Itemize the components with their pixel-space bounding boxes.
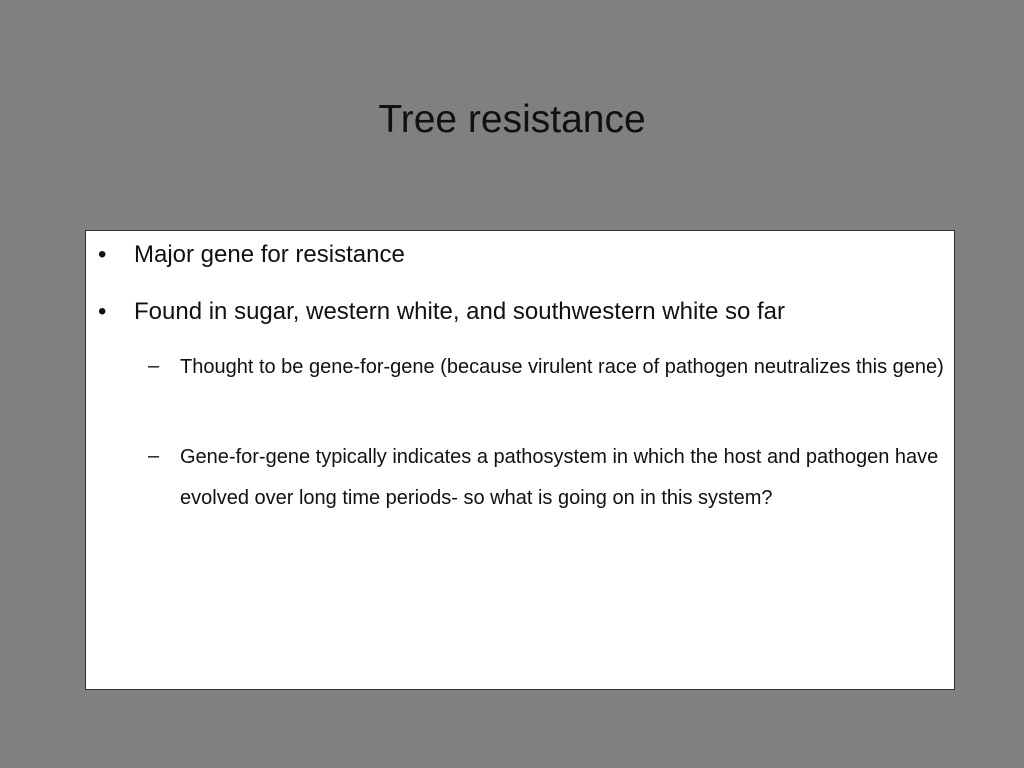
bullet-marker: • xyxy=(98,298,107,325)
sub-bullet-text: Gene-for-gene typically indicates a pathosystem in which the host and pathogen have evolved over long time periods- so what is going on in this system? xyxy=(180,446,939,509)
content-box xyxy=(85,230,955,690)
sub-bullet-marker: – xyxy=(148,355,160,377)
bullet-marker: • xyxy=(98,241,107,268)
sub-bullet-text: Thought to be gene-for-gene (because virulent race of pathogen neutralizes this gene) xyxy=(180,356,944,378)
slide-title: Tree resistance xyxy=(378,98,646,141)
sub-bullet-marker: – xyxy=(148,445,160,467)
bullet-text: Major gene for resistance xyxy=(134,241,405,268)
bullet-text: Found in sugar, western white, and southwestern white so far xyxy=(134,298,786,325)
